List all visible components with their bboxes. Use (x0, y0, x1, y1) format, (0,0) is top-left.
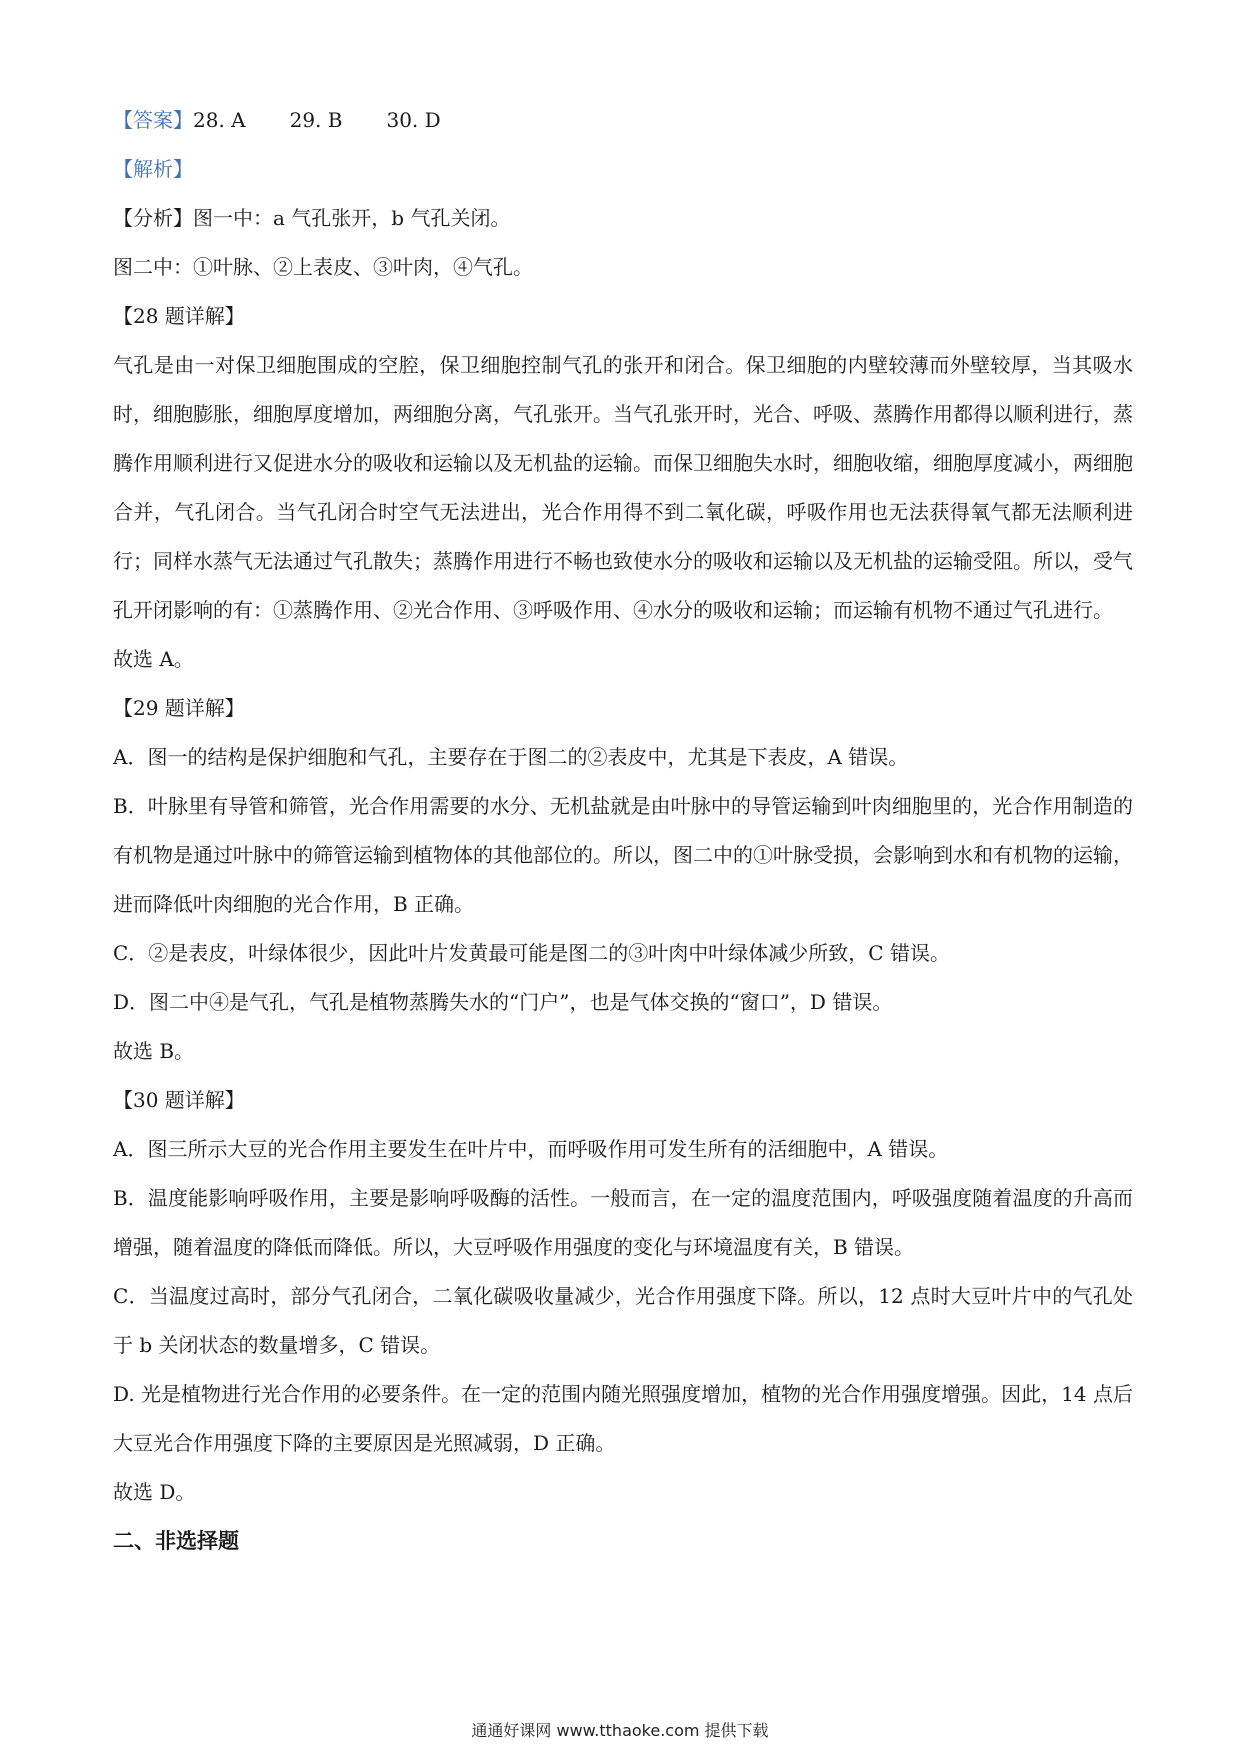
analysis-tag: 【解析】 (113, 157, 193, 181)
footer-source: 通通好课网 www.tthaoke.com 提供下载 (471, 1721, 769, 1740)
q30-option-c: C．当温度过高时，部分气孔闭合，二氧化碳吸收量减少，光合作用强度下降。所以，12 点时大豆叶片中的气孔处于 b 关闭状态的数量增多，C 错误。 (113, 1284, 1133, 1357)
q29-option-c: C．②是表皮，叶绿体很少，因此叶片发黄最可能是图二的③叶肉中叶绿体减少所致，C 错误。 (113, 941, 950, 965)
q29-option-b: B．叶脉里有导管和筛管，光合作用需要的水分、无机盐就是由叶脉中的导管运输到叶肉细胞里的，光合作用制造的有机物是通过叶脉中的筛管运输到植物体的其他部位的。所以，图二中的①叶脉受损，会影响到水和有机物的运输，进而降低叶肉细胞的光合作用，B 正确。 (113, 794, 1133, 916)
q29-option-d: D．图二中④是气孔，气孔是植物蒸腾失水的“门户”，也是气体交换的“窗口”，D 错误。 (113, 990, 893, 1014)
q28-conclusion: 故选 A。 (113, 647, 194, 671)
document-body (113, 96, 1133, 1566)
q30-option-d: D. 光是植物进行光合作用的必要条件。在一定的范围内随光照强度增加，植物的光合作用强度增强。因此，14 点后大豆光合作用强度下降的主要原因是光照减弱，D 正确。 (113, 1382, 1133, 1455)
answer-tag: 【答案】 (113, 108, 193, 132)
figure2-text: 图二中：①叶脉、②上表皮、③叶肉，④气孔。 (113, 255, 533, 279)
q28-heading: 【28 题详解】 (113, 304, 245, 328)
answer-29: 29. B (289, 108, 343, 132)
answer-28: 28. A (193, 108, 246, 132)
analysis-text: 【分析】图一中：a 气孔张开，b 气孔关闭。 (113, 206, 511, 230)
section-title: 二、非选择题 (113, 1529, 239, 1553)
q29-option-a: A．图一的结构是保护细胞和气孔，主要存在于图二的②表皮中，尤其是下表皮，A 错误。 (113, 745, 909, 769)
q30-option-b: B．温度能影响呼吸作用，主要是影响呼吸酶的活性。一般而言，在一定的温度范围内，呼吸强度随着温度的升高而增强，随着温度的降低而降低。所以，大豆呼吸作用强度的变化与环境温度有关，B 错误。 (113, 1186, 1133, 1259)
q29-conclusion: 故选 B。 (113, 1039, 195, 1063)
answer-30: 30. D (386, 108, 441, 132)
q28-body: 气孔是由一对保卫细胞围成的空腔，保卫细胞控制气孔的张开和闭合。保卫细胞的内壁较薄而外壁较厚，当其吸水时，细胞膨胀，细胞厚度增加，两细胞分离，气孔张开。当气孔张开时，光合、呼吸、蒸腾作用都得以顺利进行，蒸腾作用顺利进行又促进水分的吸收和运输以及无机盐的运输。而保卫细胞失水时，细胞收缩，细胞厚度减小，两细胞合并，气孔闭合。当气孔闭合时空气无法进出，光合作用得不到二氧化碳，呼吸作用也无法获得氧气都无法顺利进行；同样水蒸气无法通过气孔散失；蒸腾作用进行不畅也致使水分的吸收和运输以及无机盐的运输受阻。所以，受气孔开闭影响的有：①蒸腾作用、②光合作用、③呼吸作用、④水分的吸收和运输；而运输有机物不通过气孔进行。 (113, 353, 1133, 622)
q29-heading: 【29 题详解】 (113, 696, 245, 720)
answer-line (113, 96, 1133, 145)
q30-conclusion: 故选 D。 (113, 1480, 196, 1504)
q30-heading: 【30 题详解】 (113, 1088, 245, 1112)
q30-option-a: A．图三所示大豆的光合作用主要发生在叶片中，而呼吸作用可发生所有的活细胞中，A 错误。 (113, 1137, 949, 1161)
